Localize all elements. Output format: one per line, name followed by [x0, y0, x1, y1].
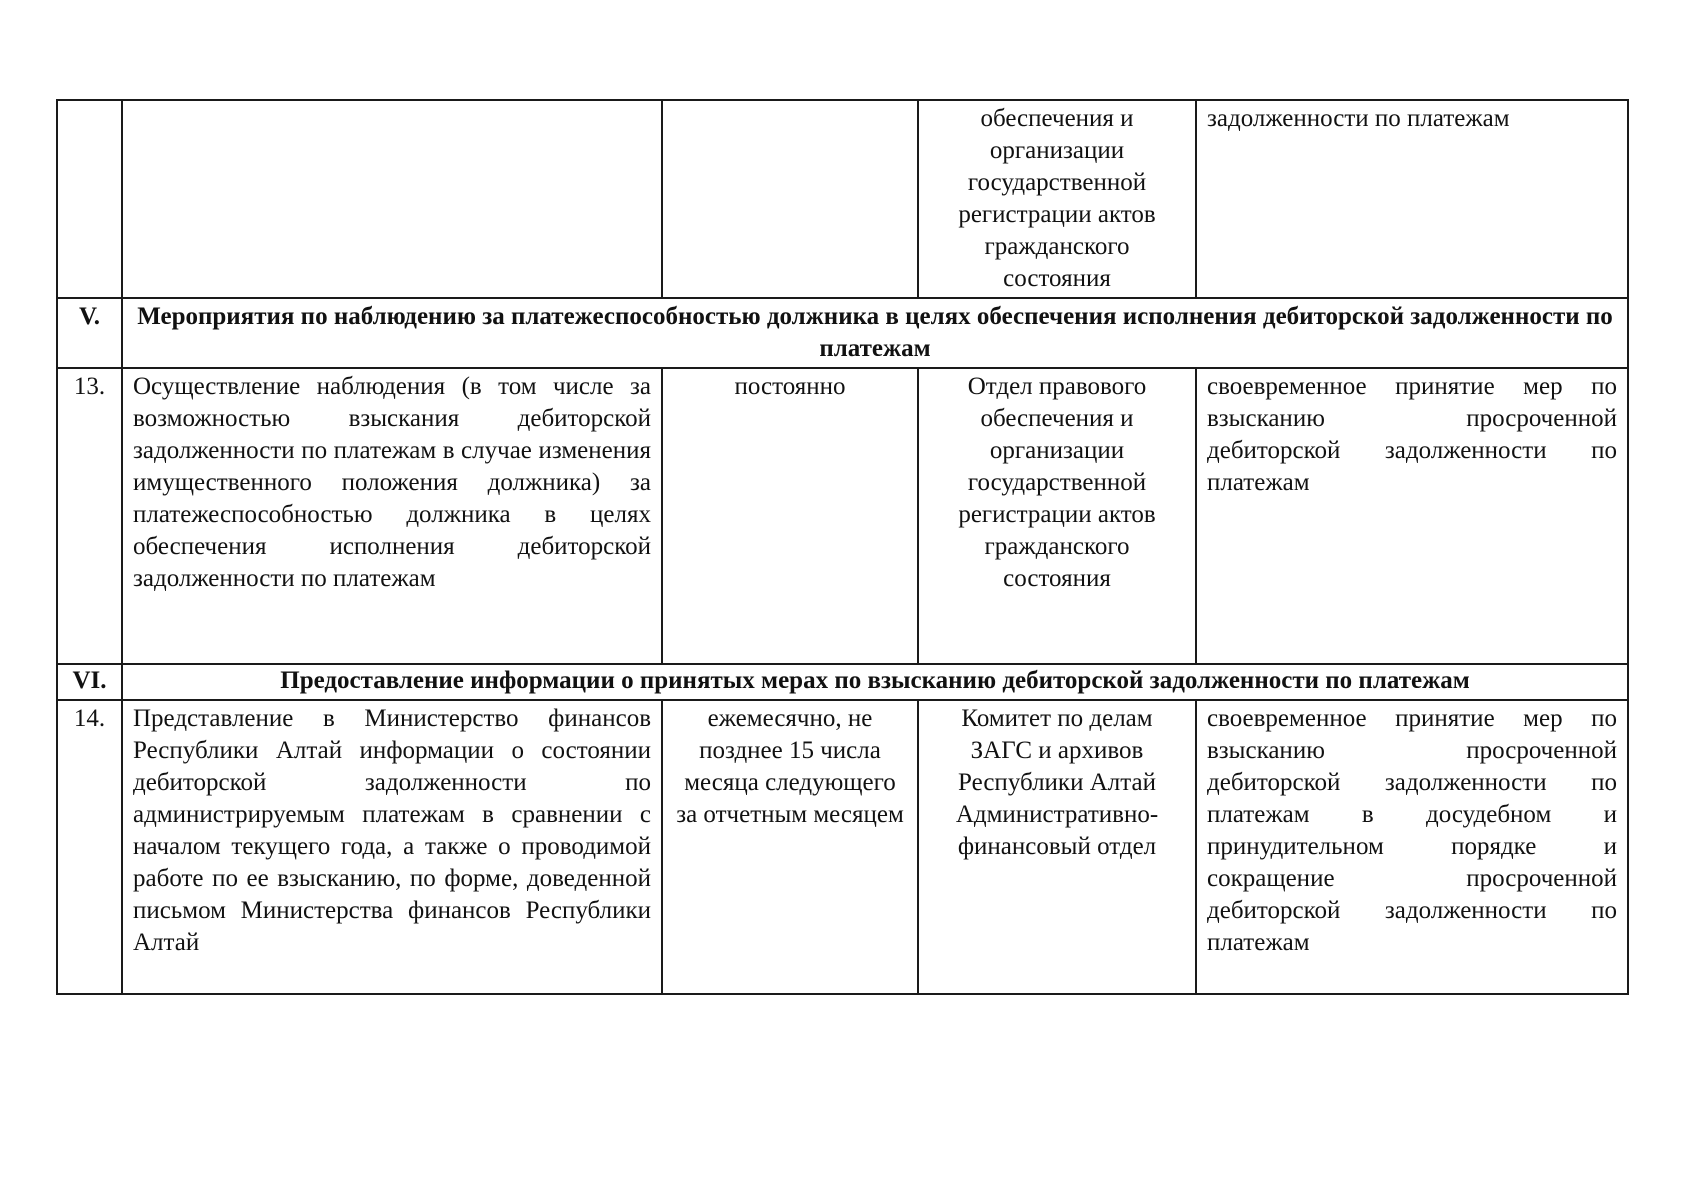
term-cell: постоянно [662, 368, 918, 664]
row-number-cell: 13. [57, 368, 122, 664]
action-cell: Осуществление наблюдения (в том числе за возможностью взыскания дебиторской задолженности по платежам в случае изменения имущественного положения должника) за платежеспособностью должника в целях обеспечения исполнения дебиторской задолженности по платежам [122, 368, 662, 664]
result-cell: своевременное принятие мер по взысканию просроченной дебиторской задолженности по платежам в досудебном и принудительном порядке и сокращение просроченной дебиторской задолженности по платежам [1196, 700, 1628, 994]
action-plan-table [56, 99, 1629, 995]
section-header-row-6 [57, 664, 1628, 700]
table-row-14 [57, 700, 1628, 994]
action-cell: Представление в Министерство финансов Республики Алтай информации о состоянии дебиторской задолженности по администрируемым платежам в сравнении с началом текущего года, а также о проводимой работе по ее взысканию, по форме, доведенной письмом Министерства финансов Республики Алтай [122, 700, 662, 994]
responsible-cell: обеспечения и организации государственной регистрации актов гражданского состояния [918, 100, 1196, 298]
row-number-cell: 14. [57, 700, 122, 994]
term-cell [662, 100, 918, 298]
section-title: Предоставление информации о принятых мерах по взысканию дебиторской задолженности по платежам [122, 664, 1628, 700]
section-title: Мероприятия по наблюдению за платежеспособностью должника в целях обеспечения исполнения дебиторской задолженности по платежам [122, 298, 1628, 368]
action-cell [122, 100, 662, 298]
table-row-continuation [57, 100, 1628, 298]
row-number-cell [57, 100, 122, 298]
term-cell: ежемесячно, не позднее 15 числа месяца следующего за отчетным месяцем [662, 700, 918, 994]
result-cell: своевременное принятие мер по взысканию просроченной дебиторской задолженности по платежам [1196, 368, 1628, 664]
result-cell: задолженности по платежам [1196, 100, 1628, 298]
responsible-cell: Отдел правового обеспечения и организации государственной регистрации актов гражданского состояния [918, 368, 1196, 664]
section-number: VI. [57, 664, 122, 700]
table-row-13 [57, 368, 1628, 664]
section-header-row-5 [57, 298, 1628, 368]
section-number: V. [57, 298, 122, 368]
responsible-cell: Комитет по делам ЗАГС и архивов Республики Алтай Административно-финансовый отдел [918, 700, 1196, 994]
